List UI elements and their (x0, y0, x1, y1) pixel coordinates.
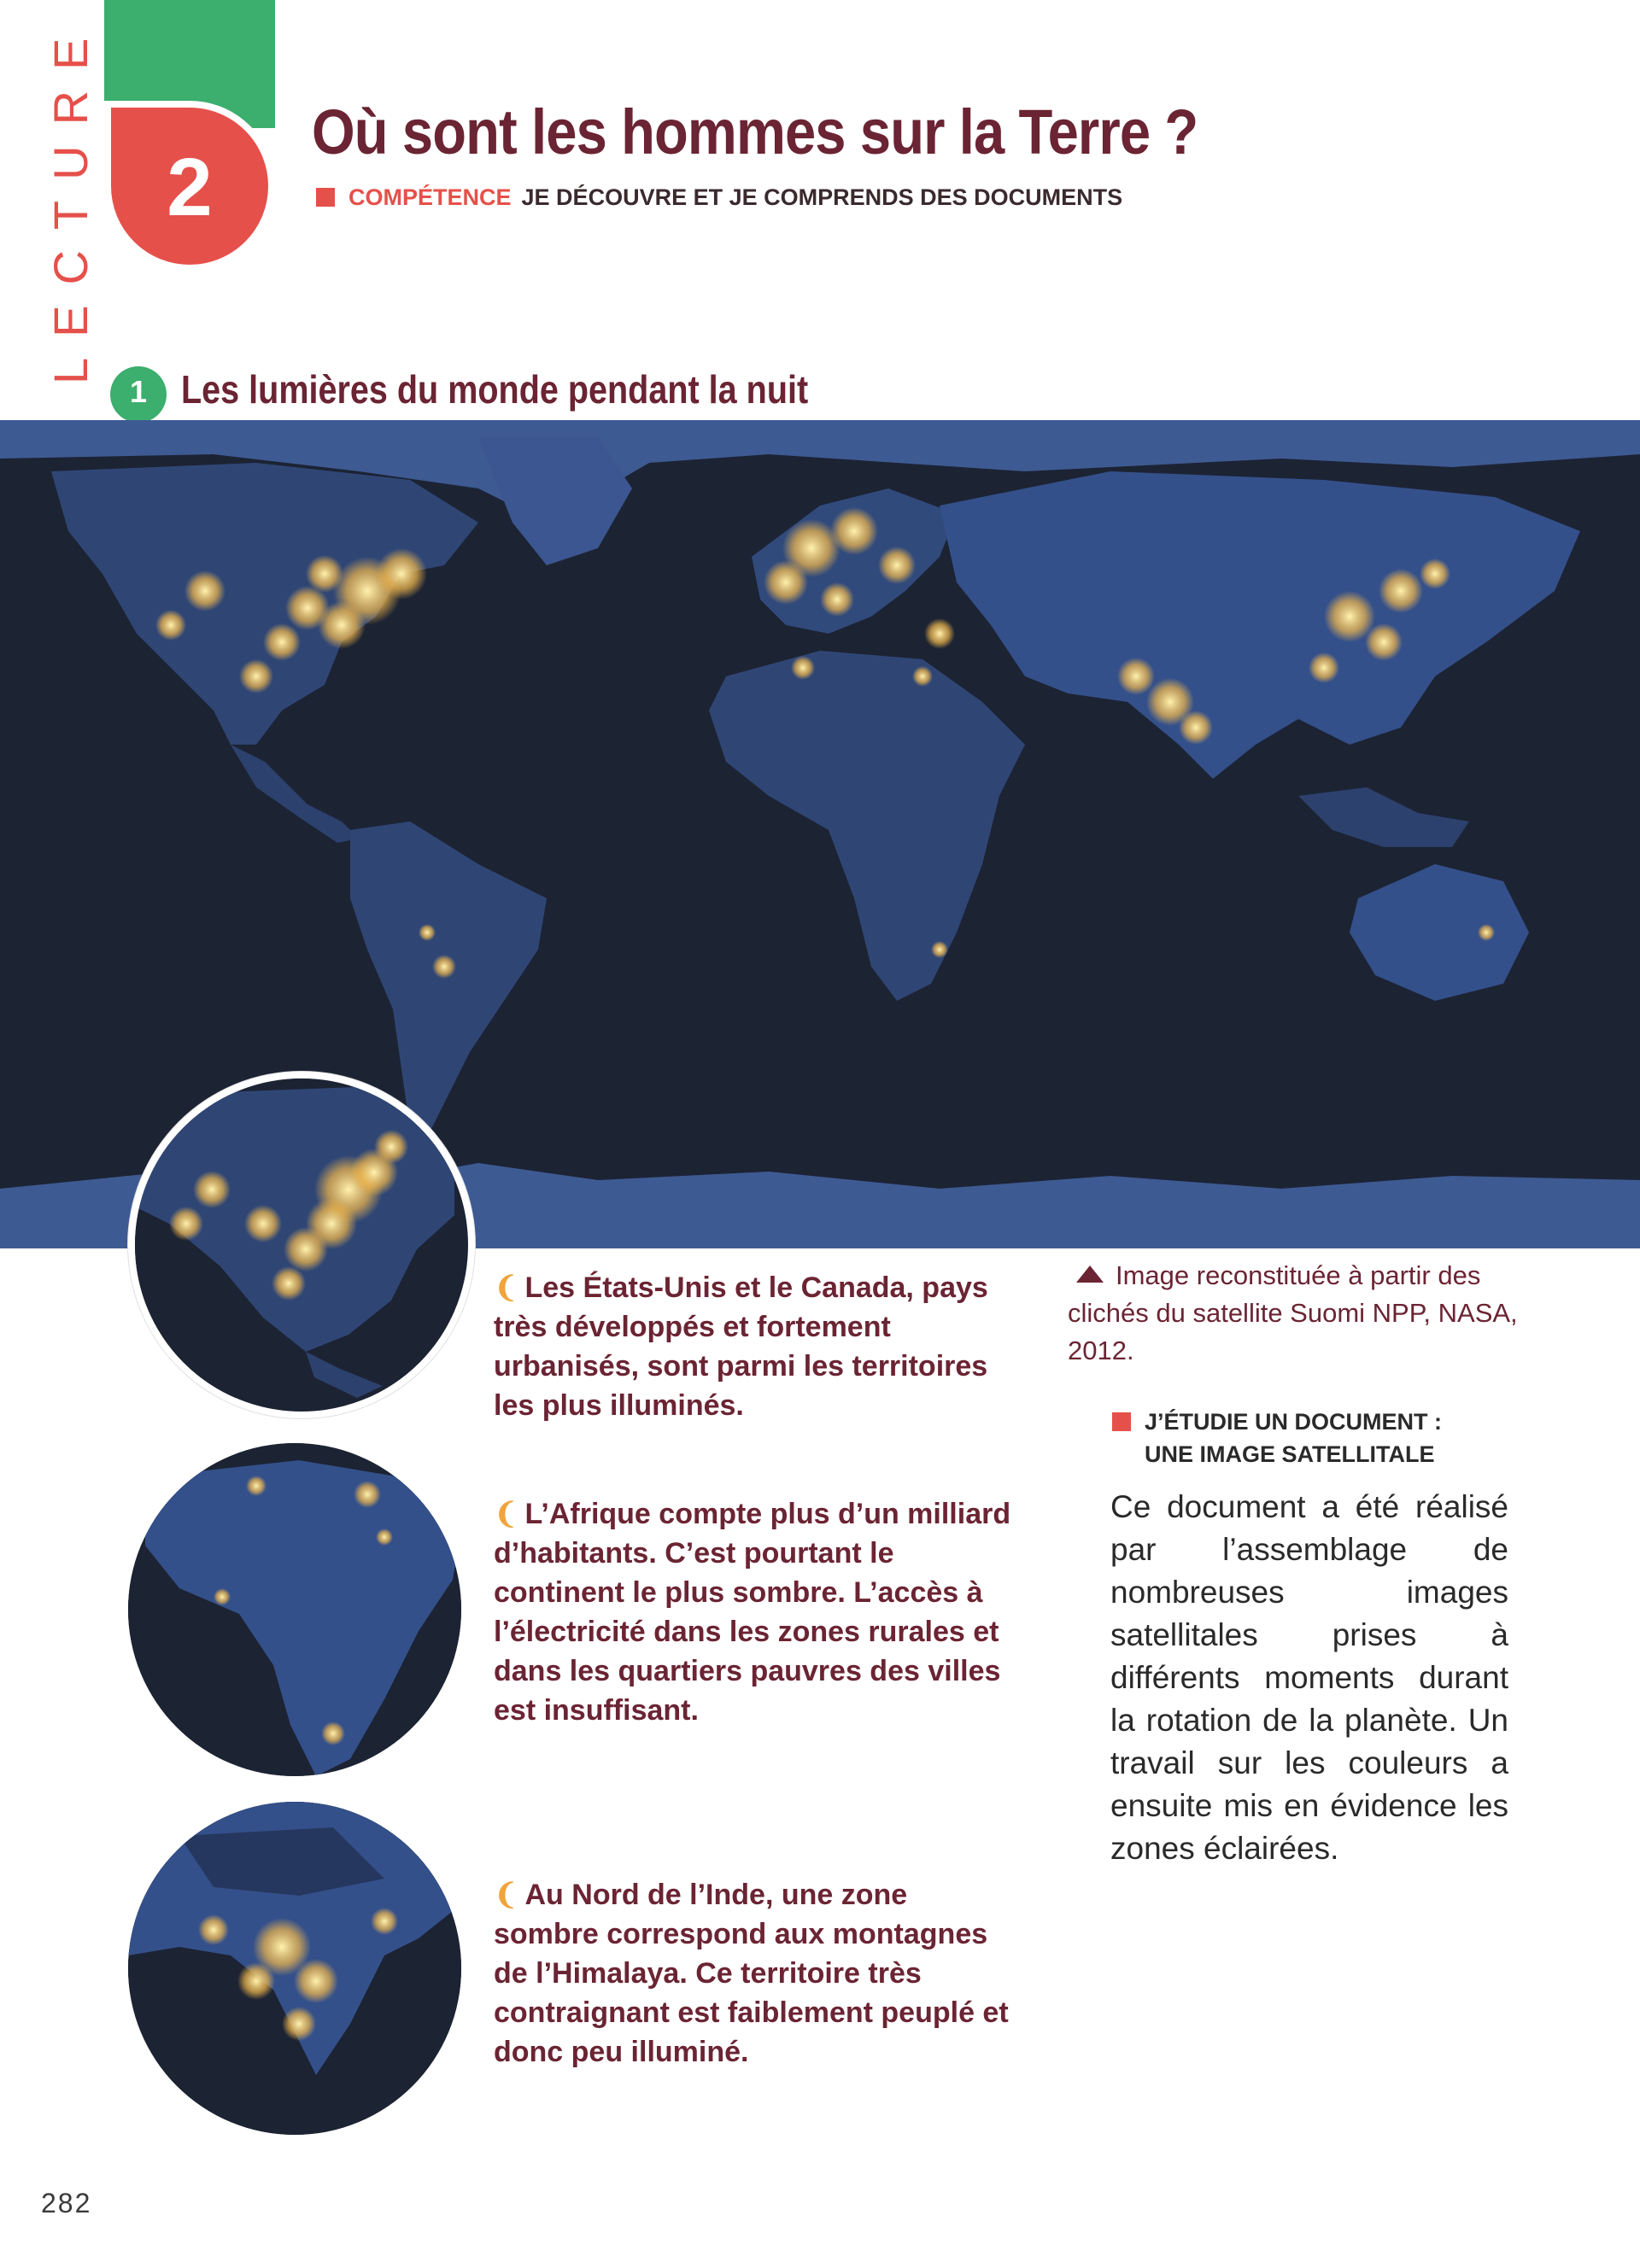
caption-india (494, 1875, 1015, 2072)
zoom-africa (128, 1443, 461, 1776)
page-title: Où sont les hommes sur la Terre ? (312, 96, 1198, 167)
study-heading-line-1: J’ÉTUDIE UN DOCUMENT : (1145, 1409, 1443, 1435)
lecture-text: LECTURE (44, 17, 97, 384)
source-note-text: Image reconstituée à partir des clichés du satellite Suomi NPP, NASA, 2012. (1068, 1260, 1518, 1365)
section-label-lecture (34, 17, 111, 393)
caption-india-text: Au Nord de l’Inde, une zone sombre correspond aux montagnes de l’Himalaya. Ce territoire très contraignant est faiblement peuplé et donc peu illuminé. (494, 1879, 1009, 2068)
caption-africa-text: L’Afrique compte plus d’un milliard d’habitants. C’est pourtant le continent le plus sombre. L’accès à l’électricité dans les zones rurales et dans les quartiers pauvres des villes est insuffisant. (494, 1498, 1011, 1727)
caption-mark-icon: ❨ (494, 1879, 518, 1911)
competence-text: JE DÉCOUVRE ET JE COMPRENDS DES DOCUMENTS (521, 184, 1123, 210)
document-number: 1 (129, 374, 148, 409)
caption-mark-icon: ❨ (494, 1498, 518, 1530)
study-heading-line-2: UNE IMAGE SATELLITALE (1145, 1441, 1435, 1467)
image-source-note (1068, 1257, 1529, 1370)
document-title: Les lumières du monde pendant la nuit (181, 367, 809, 412)
lesson-number: 2 (167, 142, 213, 233)
caption-mark-icon: ❨ (494, 1271, 518, 1304)
competence-bullet-icon (316, 188, 335, 207)
study-bullet-icon (1112, 1412, 1131, 1431)
caption-africa (494, 1494, 1015, 1730)
competence-label: COMPÉTENCE (348, 184, 512, 210)
caption-north-america (494, 1268, 1015, 1425)
caption-north-america-text: Les États-Unis et le Canada, pays très développés et fortement urbanisés, sont parmi les territoires les plus illuminés. (494, 1271, 988, 1422)
triangle-up-icon (1076, 1266, 1104, 1283)
study-body: Ce document a été réalisé par l’assemblage de nombreuses images satellitales prises à différents moments durant la rotation de la planète. Un travail sur les couleurs a ensuite mis en évidence les zones éclairées. (1110, 1489, 1508, 1866)
zoom-north-america (128, 1072, 475, 1418)
competence-line (316, 184, 1122, 211)
page-number: 282 (41, 2188, 92, 2218)
zoom-india (128, 1802, 461, 2135)
